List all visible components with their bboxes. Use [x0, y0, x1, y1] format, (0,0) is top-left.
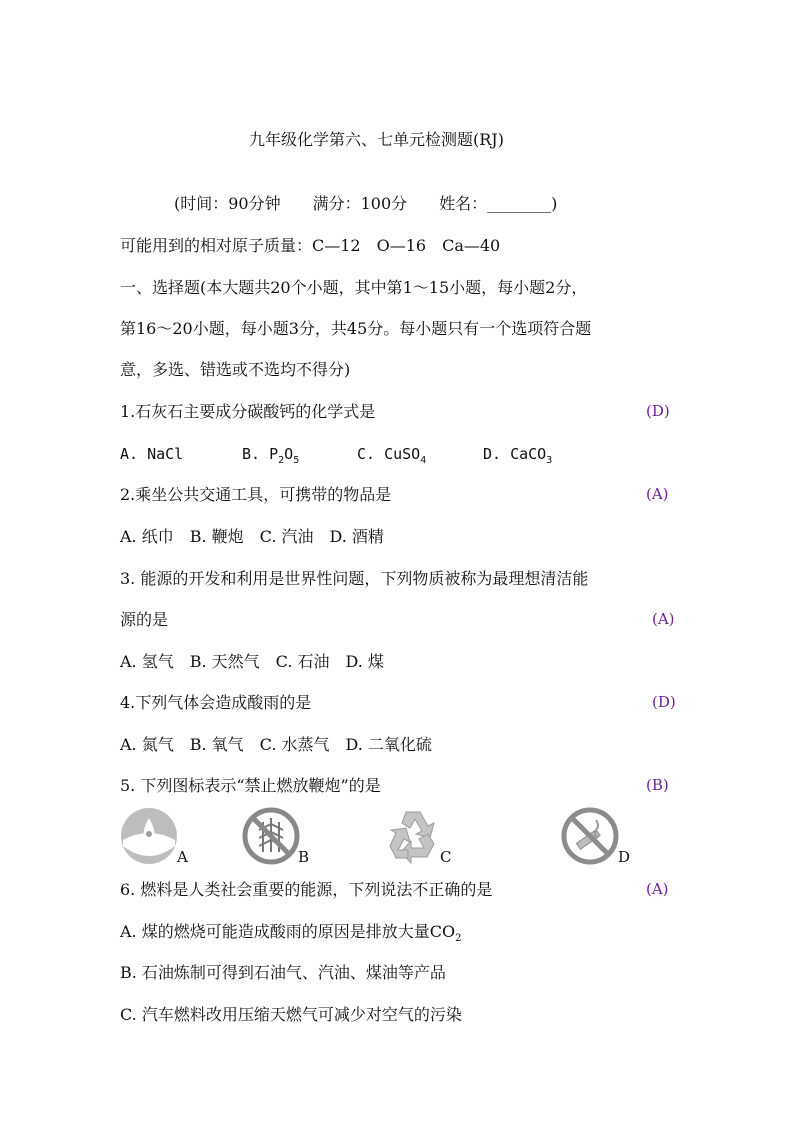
water-saving-icon	[119, 806, 179, 866]
q6-stem: 6. 燃料是人类社会重要的能源，下列说法不正确的是	[120, 880, 493, 899]
q1-option-a: A. NaCl	[120, 445, 184, 463]
q1-stem: 1.石灰石主要成分碳酸钙的化学式是	[120, 402, 376, 421]
q2-options: A. 纸巾 B. 鞭炮 C. 汽油 D. 酒精	[120, 527, 384, 546]
no-fireworks-icon	[241, 806, 301, 866]
q3-stem-line2: 源的是	[120, 610, 169, 629]
exam-info: (时间：90分钟 满分：100分 姓名：________)	[174, 194, 558, 213]
no-smoking-icon	[560, 806, 620, 866]
q6-option-a: A. 煤的燃烧可能造成酸雨的原因是排放大量$CO_2$	[120, 922, 462, 944]
q1-answer: (D)	[646, 402, 670, 420]
q1-option-d: D. CaCO$_3$	[483, 445, 553, 466]
q3-options: A. 氢气 B. 天然气 C. 石油 D. 煤	[120, 652, 384, 671]
q2-stem: 2.乘坐公共交通工具，可携带的物品是	[120, 485, 392, 504]
q3-stem-line1: 3. 能源的开发和利用是世界性问题，下列物质被称为最理想清洁能	[120, 569, 589, 588]
q5-answer: (B)	[646, 776, 669, 794]
recycle-icon	[384, 806, 442, 864]
q5-label-b: B	[298, 848, 310, 866]
section1-line2: 第16～20小题，每小题3分，共45分。每小题只有一个选项符合题	[120, 319, 592, 338]
q4-answer: (D)	[652, 693, 676, 711]
page-title: 九年级化学第六、七单元检测题(RJ)	[249, 130, 504, 149]
q6-option-b: B. 石油炼制可得到石油气、汽油、煤油等产品	[120, 963, 446, 982]
q4-options: A. 氮气 B. 氧气 C. 水蒸气 D. 二氧化硫	[120, 735, 432, 754]
atomic-mass-note: 可能用到的相对原子质量：C—12 O—16 Ca—40	[120, 236, 501, 255]
section1-line3: 意，多选、错选或不选均不得分)	[120, 360, 351, 379]
q5-stem: 5. 下列图标表示“禁止燃放鞭炮”的是	[120, 776, 381, 795]
q4-stem: 4.下列气体会造成酸雨的是	[120, 693, 312, 712]
q1-option-b: B. $P_2O_5$	[242, 445, 300, 466]
q1-options	[120, 443, 553, 466]
q5-label-c: C	[440, 848, 452, 866]
section1-line1: 一、选择题(本大题共20个小题，其中第1～15小题，每小题2分，	[120, 278, 588, 297]
q5-label-a: A	[177, 848, 188, 866]
q2-answer: (A)	[646, 485, 669, 503]
q6-answer: (A)	[646, 880, 669, 898]
q3-answer: (A)	[652, 610, 675, 628]
q5-label-d: D	[618, 848, 631, 866]
q1-option-c: C. CuSO$_4$	[357, 445, 427, 466]
q6-option-c: C. 汽车燃料改用压缩天燃气可减少对空气的污染	[120, 1005, 462, 1024]
